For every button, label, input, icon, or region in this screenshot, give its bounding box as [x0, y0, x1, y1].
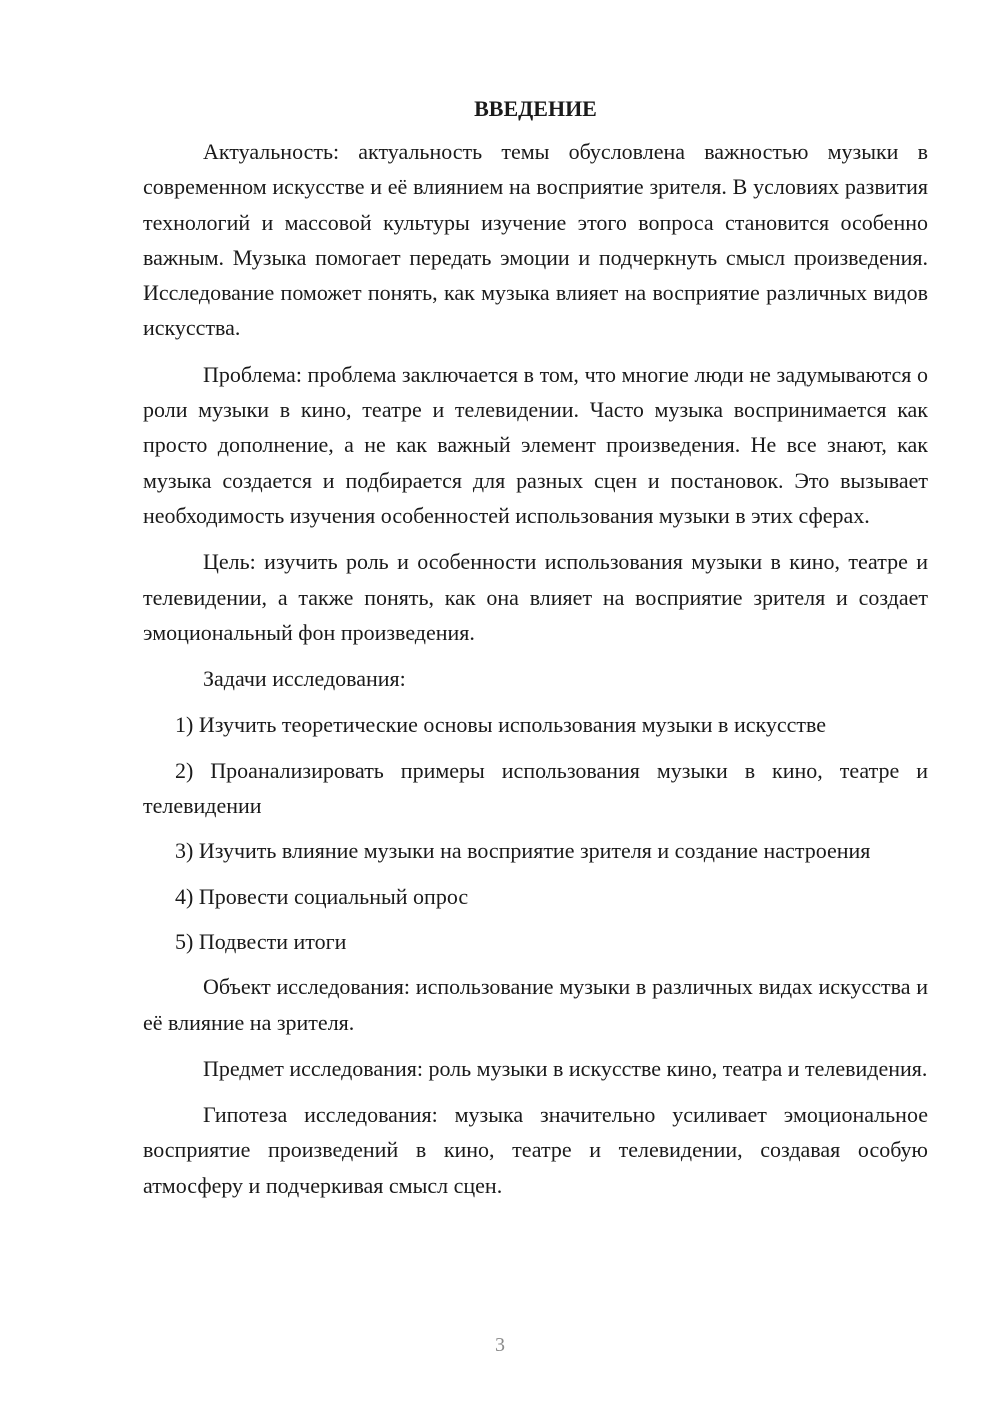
paragraph-relevance: Актуальность: актуальность темы обусловлена важностью музыки в современном искусстве и её влиянием на восприятие зрителя. В условиях развития технологий и массовой культуры изучение этого вопроса становится особенно важным. Музыка помогает передать эмоции и подчеркнуть смысл произведения. Исследование поможет понять, как музыка влияет на восприятие различных видов искусства.: [143, 139, 928, 341]
paragraph-subject: Предмет исследования: роль музыки в искусстве кино, театра и телевидения.: [203, 1055, 928, 1081]
paragraph-hypothesis: Гипотеза исследования: музыка значительно усиливает эмоциональное восприятие произведений в кино, театре и телевидении, создавая особую атмосферу и подчеркивая смысл сцен.: [143, 1102, 928, 1198]
page-title: ВВЕДЕНИЕ: [474, 96, 597, 121]
paragraph-goal: Цель: изучить роль и особенности использования музыки в кино, театре и телевидении, а также понять, как она влияет на восприятие зрителя и создает эмоциональный фон произведения.: [143, 549, 928, 645]
tasks-heading: Задачи исследования:: [203, 666, 406, 692]
document-page: [143, 92, 928, 1214]
paragraph-problem: Проблема: проблема заключается в том, что многие люди не задумываются о роли музыки в кино, театре и телевидении. Часто музыка воспринимается как просто дополнение, а не как важный элемент произведения. Не все знают, как музыка создается и подбирается для разных сцен и постановок. Это вызывает необходимость изучения особенностей использования музыки в этих сферах.: [143, 361, 928, 528]
list-item: 1) Изучить теоретические основы использования музыки в искусстве: [175, 712, 827, 738]
list-item: 5) Подвести итоги: [175, 928, 347, 954]
list-item: 3) Изучить влияние музыки на восприятие зрителя и создание настроения: [175, 838, 871, 864]
page-number: 3: [495, 1334, 505, 1356]
paragraph-object: Объект исследования: использование музыки в различных видах искусства и её влияние на зрителя.: [143, 974, 928, 1035]
list-item: 4) Провести социальный опрос: [175, 883, 469, 909]
list-item: 2) Проанализировать примеры использования музыки в кино, театре и телевидении: [143, 757, 928, 819]
